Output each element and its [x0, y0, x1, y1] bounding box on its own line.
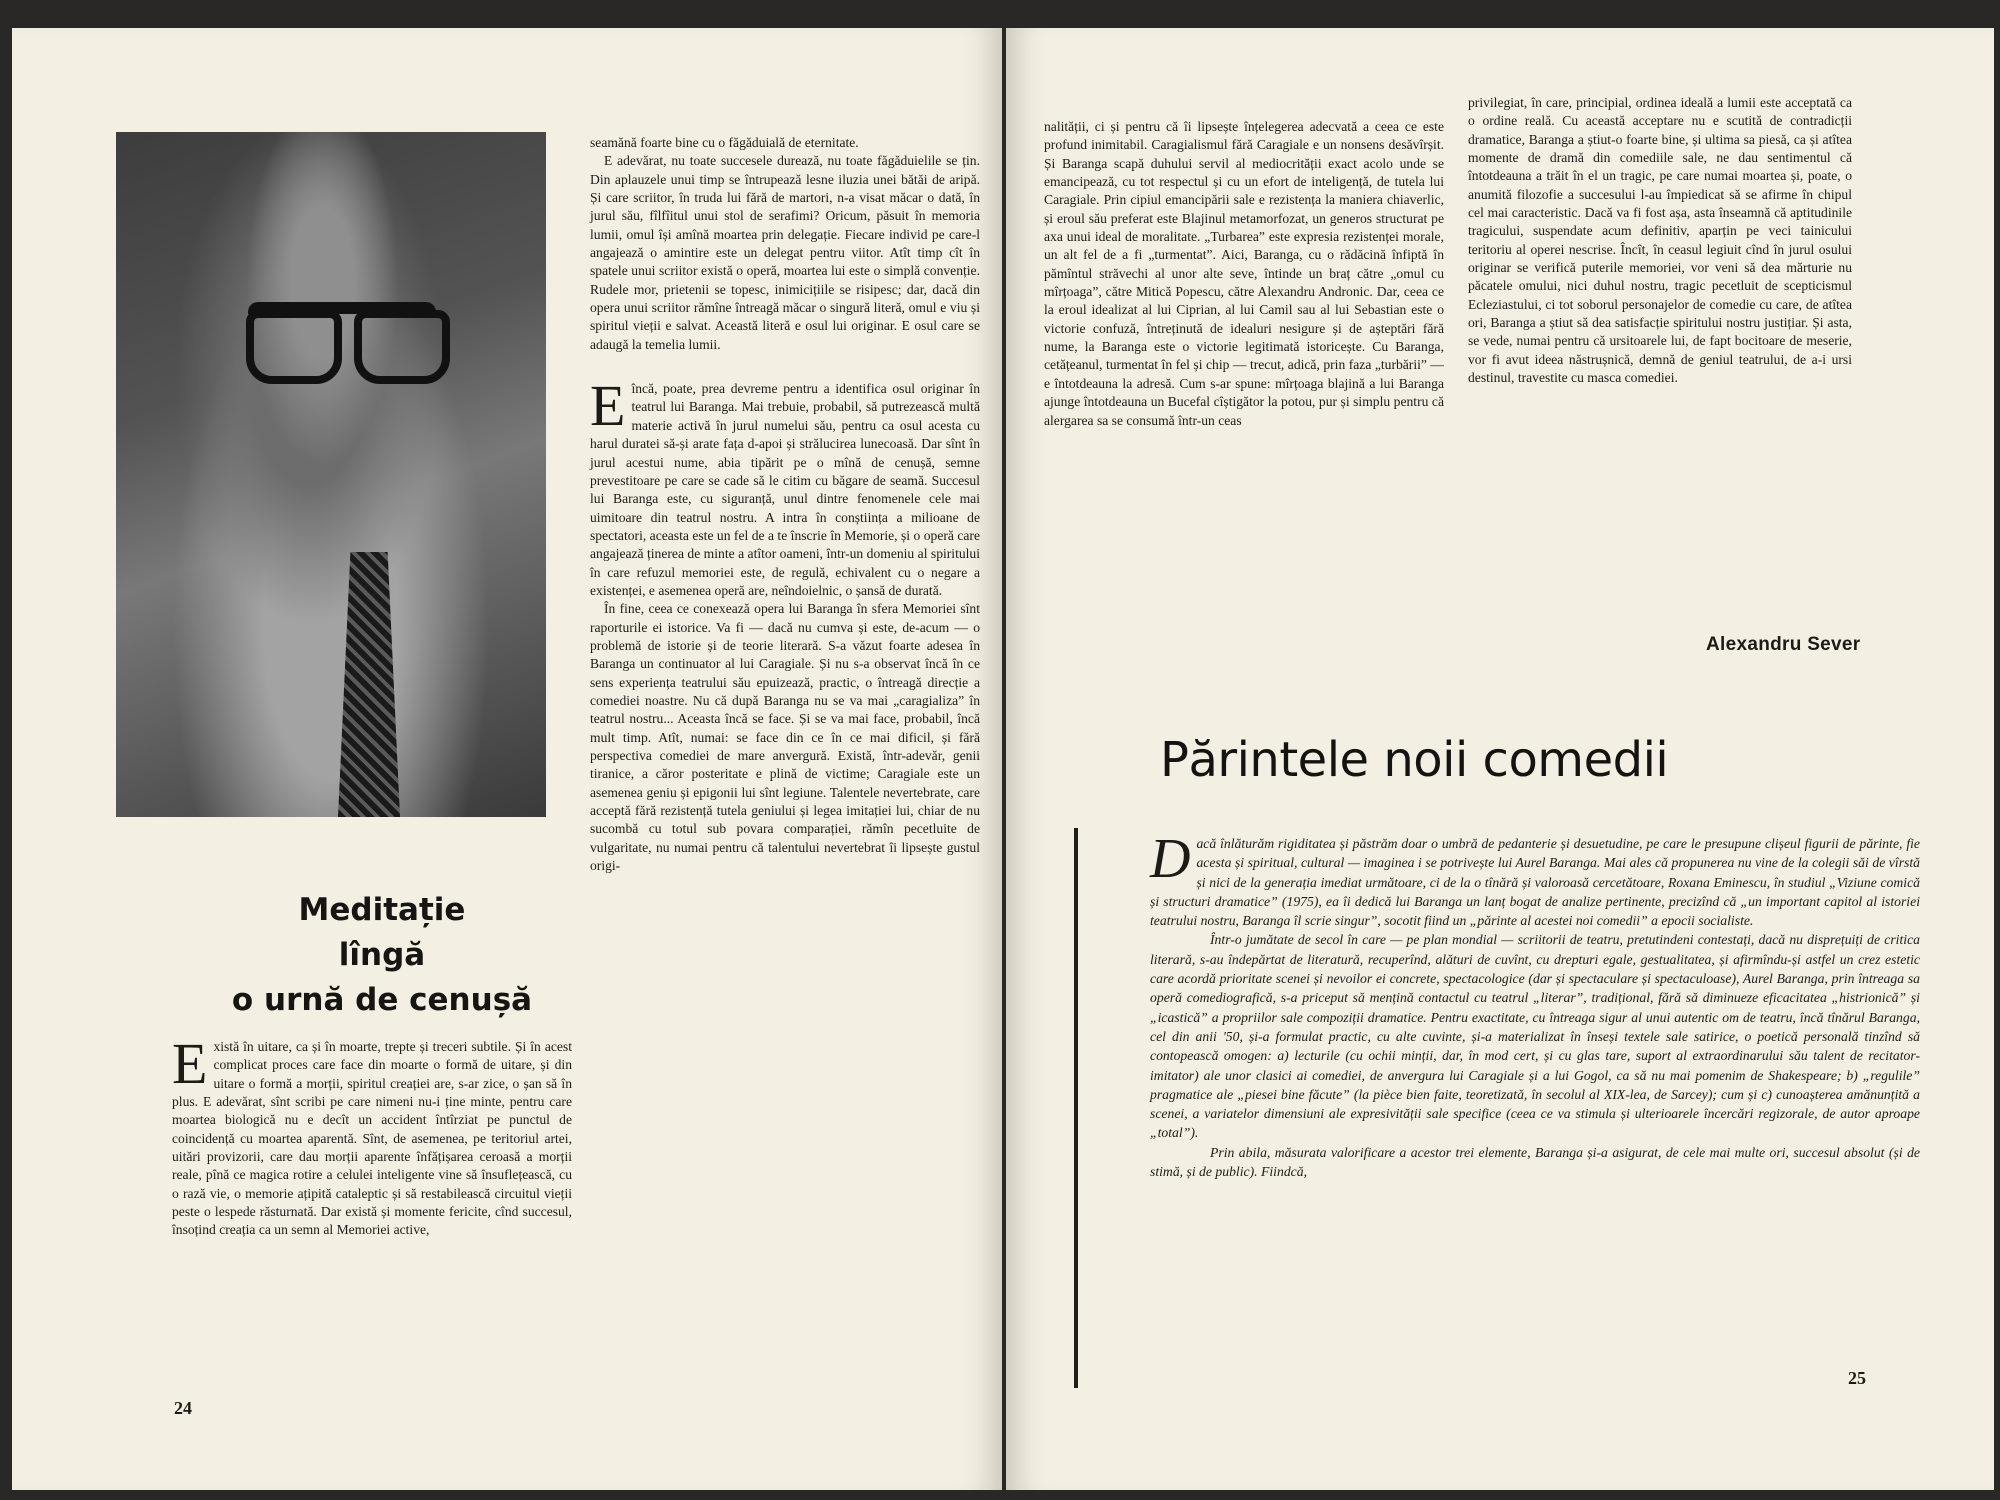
author-portrait-photo	[116, 132, 546, 817]
article-title-line-2: lîngă	[338, 937, 426, 973]
dropcap: D	[1150, 828, 1191, 890]
page-number: 24	[174, 1398, 192, 1418]
paragraph	[172, 1031, 572, 1240]
paragraph-text: încă, poate, prea devreme pentru a identifica osul originar în teatrul lui Baranga. Mai trebuie, probabil, să putrezească multă materie activă în jurul numelui său, pentru ca osul acesta cu harul duratei să-și arate fața d-apoi și strălucirea lunecoasă. Dar sînt în jurul acestui nume, abia tipărit pe o mînă de cenușă, semne prevestitoare pe care se cade să le citim cu băgare de seamă. Succesul lui Baranga este, cu siguranță, unul dintre fenomenele cele mai uimitoare din teatrul nostru. A intra în conștiința a milioane de spectatori, aceasta este un fel de a te înscrie în Memorie, și o operă care angajează ținerea de minte a atîtor oameni, într-un domeniu al spiritului în care refuzul memoriei este, de regulă, echivalent cu o negare a existenței, e asemenea operă are, neîndoielnic, o șansă de durată.	[590, 381, 980, 598]
article-title	[192, 888, 572, 1023]
article-title-2: Părintele noii comedii	[1160, 732, 1669, 788]
author-name: Alexandru Sever	[1706, 634, 1861, 655]
paragraph: Într-o jumătate de secol în care — pe plan mondial — scriitorii de teatru, pretutindeni contestați, dacă nu disprețuiți de critica literară, s-au îndepărtat de literatură, recuperînd, alături de cuvînt, cu drepturi egale, gestualitatea, și afirmîndu-și astfel un crez estetic care acordă prioritate scenei și nevoilor ei concrete, spectacologice (dar și spectaculare și spectaculoase), Aurel Baranga, prin întreaga sa operă comediografică, s-a priceput să mențină contactul cu teatrul „literar”, tradițional, fără să diminueze eficacitatea „histrionică” și „icastică” a propriilor sale compoziții dramatice. Pentru exactitate, cu întreaga sigur al unui autentic om de teatru, încă tînărul Baranga, cel din anii '50, și-a formulat practic, cu alte cuvinte, și-a materializat în înseși textele sale satirice, o poetică personală tinzînd să contopească omogen: a) lecturile (cu ochii minții, dar, în mod cert, și cu glas tare, suport al extraordinarului său talent de recitator-imitator) ale unor clasici ai comediei, de anvergura lui Caragiale și a lui Gogol, ca să nu mai pomenim de Shakespeare; b) „regulile” pragmatice ale „piesei bine făcute” (la pièce bien faite, teoretizată, în secolul al XIX-lea, de Sarcey); cum și c) cunoașterea amănunțită a scenei, a variatelor dimensiuni ale expresivității sale specifice (ceea ce va stimula și ulterioarele încercări regizorale, de autor aproape „total”).	[1150, 932, 1920, 1141]
left-page	[12, 28, 1002, 1490]
paragraph: privilegiat, în care, principial, ordinea ideală a lumii este acceptată ca o ordine reală. Cu această acceptare nu e scutită de contradicții dramatice, Baranga a știut-o foarte bine, și ultima sa piesă, ca și atîtea momente de dramă din comediile sale, ne dau sentimentul că întotdeauna a trăit în el un tragic, pe care numai moartea și, poate, o anumită filozofie a succesului l-au împiedicat să se afirme în chipul cel mai caracteristic. Dacă va fi fost așa, asta înseamnă că aptitudinile tragicului, suspendate acum definitiv, aparțin pe veci tainicului teritoriu al operei nescrise. Încît, în ceasul legiuit cînd în jurul osului originar se verifică puterile memoriei, vor veni să dea mărturie nu păcatele omului, nici duhul nostru, tragic pecetluit de scepticismul Ecleziastului, ci tot soborul personajelor de comedie cu care, de atîtea ori, Baranga a știut să dea satisfacție spiritului nostru justițiar. Și asta, se vede, numai pentru că ursitoarele lui, de fapt bocitoare de meserie, vor fi avut ideea năstrușnică, demnă de geniul teatrului, de a-i ursi destinul, travestite cu masca comediei.	[1468, 95, 1852, 386]
paragraph: nalității, ci și pentru că îi lipsește înțelegerea adecvată a ceea ce este profund inimitabil. Caragialismul fără Caragiale e un nonsens desăvîrșit. Și Baranga scapă duhului servil al mediocrității exact acolo unde se emancipează, cu tot respectul și cu un efort de inteligență, de tutela lui Caragiale. Prin cipiul emancipării sale e rezistența la maniera chiaverlic, și eroul său preferat este Blajinul metamorfozat, un generos structurat pe axa unui ideal de moralitate. „Turbarea” este expresia rezistenței morale, un alt fel de a fi „turmentat”. Aici, Baranga, cu o rădăcină înfiptă în pămîntul străvechi al unor alte seve, întinde un braț către „omul cu mîrțoaga”, către Mitică Popescu, către Alexandru Andronic. Dar, ceea ce la eroul idealizat al lui Ciprian, al lui Camil sau al lui Sebastian este o victorie confuză, întreținută de idealuri nesigure și de așteptări fără nume, la Baranga este o victorie legitimată istoricește. Cu Baranga, cetățeanul, turmentat în fel și chip — trecut, adică, prin faza „turbării” — e întotdeauna la adresă. Cum s-ar spune: mîrțoaga blajină a lui Baranga ajunge întotdeauna un Bucefal cîștigător la potou, pur și simplu pentru că alergarea sa se consumă într-un ceas	[1044, 119, 1444, 428]
page-number: 25	[1848, 1368, 1866, 1388]
article-title-line-3: o urnă de cenușă	[231, 982, 533, 1018]
article-2-body	[1150, 828, 1920, 1181]
paragraph: În fine, ceea ce conexează opera lui Baranga în sfera Memoriei sînt raporturile ei istorice. Va fi — dacă nu cumva și este, de-acum — o problemă de istorie și de teorie literară. S-a văzut foarte adesea în Baranga un continuator al lui Caragiale. Și nu s-a observat încă în ce sens experiența teatrului său epuizează, practic, o întreagă direcție a comediei noastre. Nu că după Baranga nu se va mai „caragializa” în teatrul nostru... Aceasta încă se face. Și se va mai face, probabil, încă mult timp. Atît, numai: se face din ce în ce mai dificil, și fără perspectiva comediei de mare anvergură. Există, într-adevăr, genii tiranice, a căror posteritate e plină de victime; Caragiale este un asemenea geniu și epigonii lui sînt legiune. Talentele nevertebrate, care acceptă fără rezistență tutela geniului și legea imitației lui, chiar de nu sucombă cu totul sub povara comparației, rămîn pecetluite de vulgaritate, nu numai pentru că talentului nevertebrat îi lipsește gustul origi-	[590, 601, 980, 874]
left-column-1	[172, 1031, 572, 1240]
left-column-2	[590, 134, 980, 875]
paragraph: Prin abila, măsurata valorificare a acestor trei elemente, Baranga și-a asigurat, de cele mai multe ori, succesul absolut (și de stimă, și de public). Fiindcă,	[1150, 1144, 1920, 1180]
right-column-1	[1044, 118, 1444, 430]
paragraph: E adevărat, nu toate succesele durează, nu toate făgăduielile se țin. Din aplauzele unui timp se întrupează lesne iluzia unei bătăi de aripă. Și care scriitor, în truda lui fără de martori, n-a visat măcar o dată, în jurul său, fîlfîitul unui stol de serafimi? Oricum, păsuit în memoria lumii, omul își amînă moartea prin delegație. Fiecare individ pe care-l angajează o amintire este un delegat pentru viitor. Atît timp cît în spatele unui scriitor există o operă, moartea lui este o simplă convenție. Rudele mor, prietenii se topesc, inimicițiile se risipesc; dar, dacă din opera unui scriitor rămîne întreagă măcar o singură literă, omul e viu și spiritul vieții e salvat. Această literă e osul lui originar. E osul care se adaugă la temelia lumii.	[590, 153, 980, 352]
article-title-line-1: Meditație	[298, 892, 466, 928]
paragraph	[590, 373, 980, 600]
right-column-2	[1468, 94, 1852, 388]
paragraph: seamănă foarte bine cu o făgăduială de eternitate.	[590, 135, 859, 150]
paragraph-text: xistă în uitare, ca și în moarte, trepte și treceri subtile. Și în acest complicat proces care face din moarte o formă de uitare, și din uitare o formă a morții, spiritul creației are, s-ar zice, o șan să în plus. E adevărat, sînt scribi pe care nimeni nu-i ține minte, pentru care moartea biologică nu e decît un accident întîrziat pe punctul de coincidență cu moartea aparentă. Sînt, de asemenea, pe teritoriul artei, uitări provizorii, care dau morții aparente înfățișarea ceroasă a morții reale, pînă ce magica rotire a celulei inteligente vine să însuflețească, cu o rază vie, o memorie ațipită cataleptic și să restabilească circuitul vieții peste o lespede răsturnată. Dar există și momente fericite, cînd succesul, însoțind creația ca un semn al Memoriei active,	[172, 1039, 572, 1238]
paragraph-text: acă înlăturăm rigiditatea și păstrăm doar o umbră de pedanterie și desuetudine, pe care le presupune clișeul figurii de părinte, fie acesta și spiritual, cultural — imaginea i se potrivește lui Aurel Baranga. Mai ales că propunerea nu vine de la colegii săi de vîrstă și nici de la generația imediat următoare, ci de la o tînără și valoroasă cercetătoare, Roxana Eminescu, în studiul „Viziune comică și structuri dramatice” (1975), ea îi dedică lui Baranga un lanț bogat de analize pertinente, precizînd că „un important capitol al istoriei teatrului nostru, Baranga îl scrie singur”, socotit fiind un „părinte al acestei noi comedii” a epocii socialiste.	[1150, 836, 1920, 929]
right-page	[1006, 28, 1994, 1490]
vertical-rule	[1074, 828, 1078, 1388]
paragraph	[1150, 828, 1920, 930]
dropcap: E	[172, 1031, 208, 1096]
dropcap: E	[590, 373, 626, 439]
